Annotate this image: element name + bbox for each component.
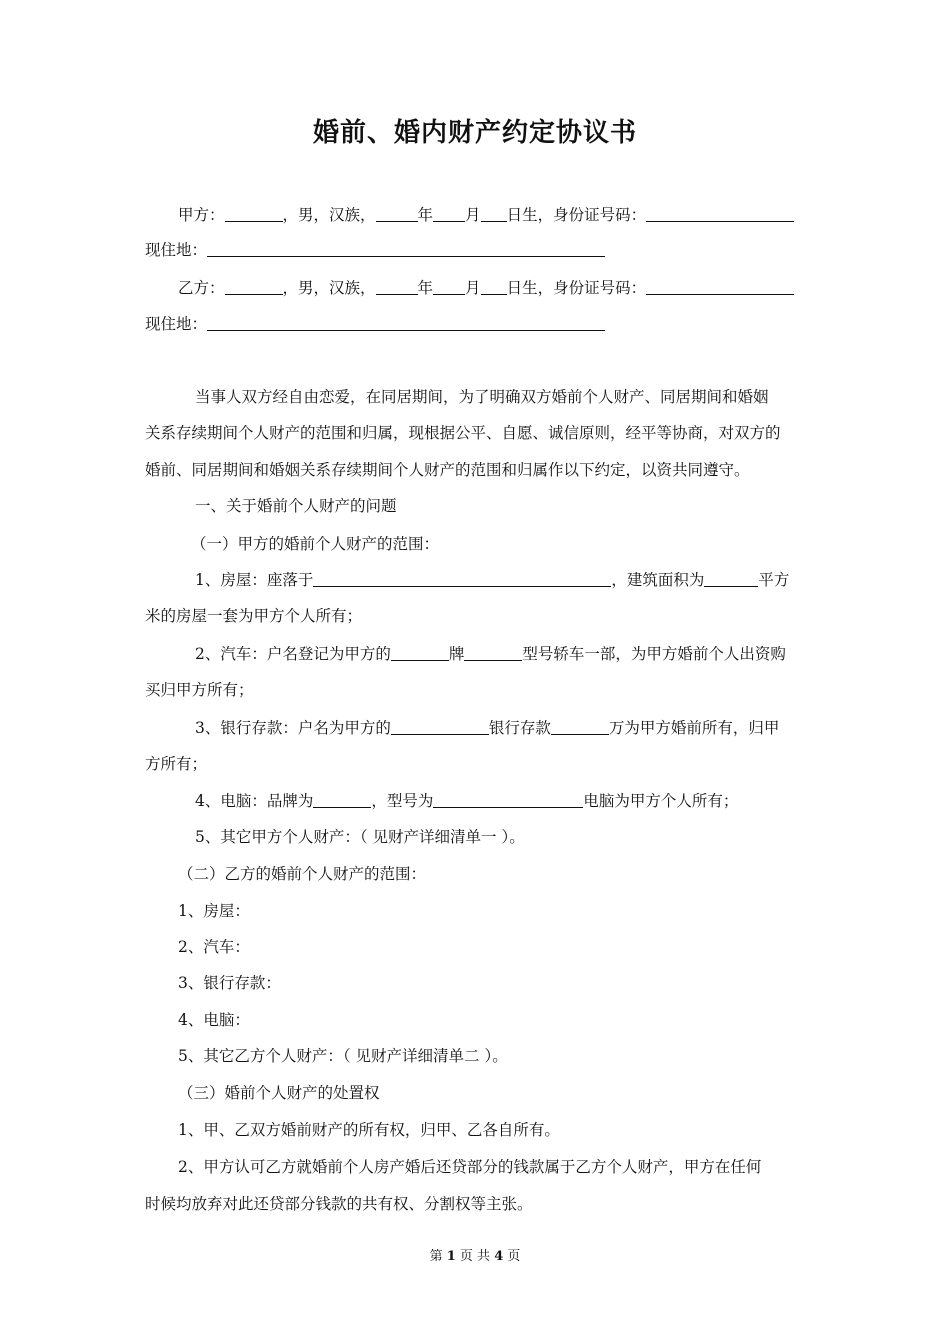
item-b-car: 2、汽车： — [178, 938, 250, 956]
car-brand-blank — [391, 643, 449, 661]
party-b-id-blank — [646, 277, 794, 295]
item-car-desc: 型号轿车一部，为甲方婚前个人出资购 — [522, 645, 786, 663]
house-area-blank — [704, 569, 758, 587]
preamble-line-3: 婚前、同居期间和婚姻关系存续期间个人财产的范围和归属作以下约定，以资共同遵守。 — [145, 461, 750, 479]
item-b-bank: 3、银行存款： — [178, 974, 281, 992]
computer-model-blank — [433, 790, 583, 808]
section-1-heading: 一、关于婚前个人财产的问题 — [195, 497, 397, 515]
item-bank-line — [195, 716, 779, 740]
party-b-day-blank — [481, 277, 507, 295]
footer-page-number: 1 — [446, 1249, 456, 1264]
preamble-line-2: 关系存续期间个人财产的范围和归属，现根据公平、自愿、诚信原则，经平等协商，对双方的 — [145, 424, 781, 442]
item-house-line-2: 米的房屋一套为甲方个人所有； — [145, 607, 363, 625]
party-b-year-label: 年 — [417, 279, 434, 297]
party-b-day-id-label: 日生，身份证号码： — [506, 279, 647, 297]
subsection-c-heading: （三）婚前个人财产的处置权 — [178, 1084, 380, 1102]
preamble-line-1: 当事人双方经自由恋爱，在同居期间，为了明确双方婚前个人财产、同居期间和婚姻 — [195, 388, 769, 406]
item-computer-desc: 电脑为甲方个人所有； — [583, 792, 739, 810]
item-computer-model-label: ，型号为 — [371, 792, 434, 810]
item-other-a: 5、其它甲方个人财产：（ 见财产详细清单一 ）。 — [195, 828, 525, 846]
item-car-label: 2、汽车：户名登记为甲方的 — [195, 645, 391, 663]
footer-total-pages: 4 — [494, 1249, 504, 1264]
item-house-line — [195, 568, 789, 592]
disposition-2-line-2: 时候均放弃对此还贷部分钱款的共有权、分割权等主张。 — [145, 1195, 533, 1213]
party-b-month-label: 月 — [465, 279, 481, 297]
footer-prefix: 第 — [429, 1249, 443, 1264]
computer-brand-blank — [313, 790, 371, 808]
party-a-year-blank — [376, 204, 418, 222]
subsection-a-heading: （一）甲方的婚前个人财产的范围： — [191, 535, 440, 553]
item-house-area-label: ，建筑面积为 — [611, 571, 705, 589]
item-car-line-2: 买归甲方所有； — [145, 681, 254, 699]
item-computer-line — [195, 789, 738, 813]
house-location-blank — [313, 569, 611, 587]
party-a-label: 甲方： — [178, 206, 225, 224]
party-b-gender: ，男，汉族， — [282, 279, 376, 297]
disposition-2-line-1: 2、甲方认可乙方就婚前个人房产婚后还贷部分的钱款属于乙方个人财产，甲方在任何 — [178, 1158, 762, 1176]
item-bank-line-2: 方所有； — [145, 755, 208, 773]
disposition-1: 1、甲、乙双方婚前财产的所有权，归甲、乙各自所有。 — [178, 1121, 560, 1139]
party-a-name-blank — [225, 204, 283, 222]
party-b-address-blank — [207, 313, 605, 331]
party-a-address-line — [145, 238, 605, 262]
party-a-gender: ，男，汉族， — [282, 206, 376, 224]
party-b-address-label: 现住地： — [145, 315, 208, 333]
party-a-month-label: 月 — [465, 206, 481, 224]
party-a-day-id-label: 日生，身份证号码： — [506, 206, 647, 224]
item-bank-label: 3、银行存款：户名为甲方的 — [195, 719, 391, 737]
party-b-year-blank — [376, 277, 418, 295]
item-b-house: 1、房屋： — [178, 902, 250, 920]
item-b-other: 5、其它乙方个人财产：（ 见财产详细清单二 ）。 — [178, 1047, 508, 1065]
party-a-year-label: 年 — [417, 206, 434, 224]
item-bank-desc: 万为甲方婚前所有，归甲 — [608, 719, 780, 737]
party-a-line — [178, 203, 794, 227]
party-b-line — [178, 276, 794, 300]
item-bank-deposit-label: 银行存款 — [488, 719, 551, 737]
party-b-label: 乙方： — [178, 279, 225, 297]
item-house-unit: 平方 — [758, 571, 790, 589]
party-a-id-blank — [646, 204, 794, 222]
party-a-month-blank — [433, 204, 465, 222]
party-a-address-blank — [207, 239, 605, 257]
footer-suffix: 页 — [507, 1249, 521, 1264]
subsection-b-heading: （二）乙方的婚前个人财产的范围： — [178, 865, 427, 883]
item-b-computer: 4、电脑： — [178, 1011, 250, 1029]
car-model-blank — [464, 643, 522, 661]
footer-mid: 页 共 — [459, 1249, 491, 1264]
party-a-address-label: 现住地： — [145, 241, 208, 259]
party-b-name-blank — [225, 277, 283, 295]
item-house-label: 1、房屋：座落于 — [195, 571, 314, 589]
party-b-month-blank — [433, 277, 465, 295]
bank-name-blank — [391, 717, 489, 735]
party-b-address-line — [145, 312, 605, 336]
page-footer — [0, 1247, 950, 1267]
page-title: 婚前、婚内财产约定协议书 — [312, 118, 637, 148]
item-car-brand-label: 牌 — [448, 645, 465, 663]
bank-amount-blank — [551, 717, 609, 735]
party-a-day-blank — [481, 204, 507, 222]
item-computer-label: 4、电脑：品牌为 — [195, 792, 314, 810]
item-car-line — [195, 642, 786, 666]
